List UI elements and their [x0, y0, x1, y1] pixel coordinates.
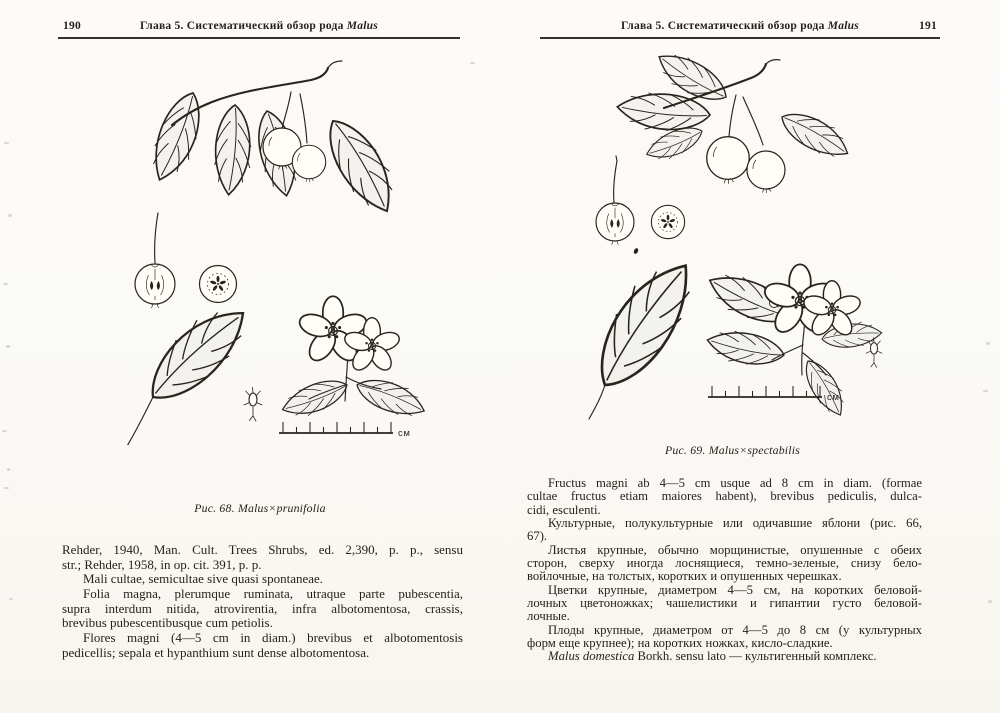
text-line: Malus domestica Borkh. sensu lato — культигенный комплекс. [548, 649, 877, 664]
text-line: Плоды крупные, диаметром от 4—5 до 8 см (у культурных [548, 622, 922, 637]
text-line: лочных цветоножках; чашелистики и гипантии густо беловой- [527, 596, 922, 611]
text-line: brevibus pubescentibusque cum petiolis. [62, 615, 273, 631]
figure-68-illustration [95, 55, 465, 445]
text-line: Folia magna, plerumque ruminata, utraque parte pubescentia, [83, 586, 463, 602]
body-text-left [62, 543, 463, 661]
text-line: сторон, сверху иногда лоснящиеся, темно-зеленые, снизу бело- [527, 556, 922, 571]
page-number-left: 190 [63, 20, 81, 32]
figure-69-scale-unit: см [827, 392, 840, 403]
scan-speck [4, 487, 9, 489]
running-title-right: Глава 5. Систематический обзор рода Malus [620, 20, 860, 32]
scan-speck [986, 342, 990, 345]
text-line: форм еще крупнее); на коротких ножках, кисло-сладкие. [527, 636, 833, 651]
text-line: Fructus magni ab 4—5 cm usque ad 8 cm in diam. (formae [548, 476, 922, 490]
running-head-left [58, 20, 460, 36]
figure-68-scale-unit: см [398, 428, 411, 439]
scan-speck [6, 345, 10, 348]
text-line: Цветки крупные, диаметром 4—5 см, на коротких беловой- [548, 582, 922, 597]
text-line: cultae fructus etiam maiores habent), brevibus pediculis, dulca- [527, 489, 922, 504]
scan-speck [3, 283, 8, 285]
scan-speck [9, 598, 13, 600]
figure-69-illustration [560, 55, 960, 440]
figure-69-caption: Рис. 69. Malus×spectabilis [664, 443, 801, 457]
text-line: Rehder, 1940, Man. Cult. Trees Shrubs, ed. 2,390, p. p., sensu [62, 542, 463, 557]
scan-speck [2, 430, 7, 432]
text-line: 67). [527, 529, 548, 544]
text-line: лочные. [527, 609, 570, 624]
text-line: supra interdum nitida, atrovirentia, infra albotomentosa, crassis, [62, 600, 463, 616]
text-line: войлочные, на толстых, коротких и опушенных черешках. [527, 569, 842, 584]
figure-68-caption: Рис. 68. Malus×prunifolia [194, 501, 326, 515]
text-line: Листья крупные, обычно морщинистые, опушенные с обеих [548, 542, 922, 557]
scan-speck [470, 62, 475, 64]
running-title-left: Глава 5. Систематический обзор рода Malus [139, 20, 379, 32]
scan-speck [4, 142, 9, 144]
scan-speck [983, 390, 988, 392]
header-rule-right [540, 37, 940, 39]
page-number-right: 191 [919, 20, 937, 32]
body-text-right [527, 477, 922, 664]
text-line: Mali cultae, semicultae sive quasi spontaneae. [83, 571, 324, 587]
text-line: str.; Rehder, 1958, in op. cit. 391, p. p. [62, 556, 262, 572]
scan-speck [8, 214, 12, 217]
scan-speck [7, 468, 10, 471]
text-line: pedicellis; sepala et hypanthium sunt dense albotomentosa. [62, 644, 370, 660]
text-line: cidi, esculenti. [527, 502, 601, 517]
text-line: Культурные, полукультурные или одичавшие яблони (рис. 66, [548, 516, 922, 531]
text-line: Flores magni (4—5 cm in diam.) brevibus et albotomentosis [83, 630, 463, 646]
scan-speck [988, 600, 992, 603]
header-rule-left [58, 37, 460, 39]
running-head-right [540, 20, 940, 36]
